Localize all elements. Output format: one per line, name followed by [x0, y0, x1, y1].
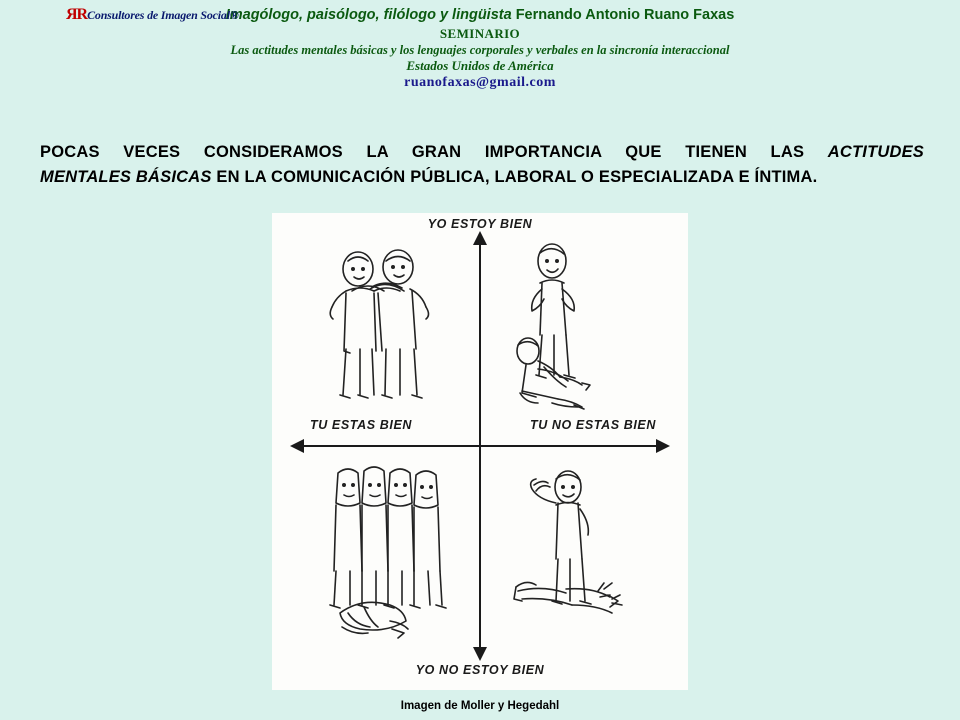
sketch-standing-over-kneeling-person [504, 239, 654, 419]
logo-wordmark: Consultores de Imagen Social® [87, 8, 239, 22]
seminar-country: Estados Unidos de América [406, 58, 554, 73]
axis-label-bottom: YO NO ESTOY BIEN [415, 663, 545, 677]
quadrant-diagram [272, 213, 688, 690]
sketch-group-over-bowing-person [320, 463, 490, 643]
slide-header [0, 0, 960, 92]
figure-caption: Imagen de Moller y Hegedahl [400, 700, 560, 712]
seminar-subtitle: Las actitudes mentales básicas y los lenguajes corporales y verbales en la sincronía interaccional [230, 43, 730, 57]
statement-emphasis-a: ACTITUDES [827, 143, 924, 161]
horizontal-axis [304, 445, 656, 447]
logo-monogram-icon: ЯR [66, 6, 88, 23]
axis-label-right: TU NO ESTAS BIEN [529, 418, 656, 432]
author-roles: Imagólogo, paisólogo, filólogo y lingüista [225, 7, 512, 23]
axis-label-top: YO ESTOY BIEN [427, 217, 533, 231]
author-name: Fernando Antonio Ruano Faxas [515, 7, 735, 23]
figure-container [272, 213, 688, 693]
seminar-label: SEMINARIO [439, 26, 521, 41]
contact-email[interactable]: ruanofaxas@gmail.com [404, 75, 556, 90]
header-top-row [0, 6, 960, 26]
statement-line-1 [40, 140, 924, 165]
statement-line-2 [40, 165, 924, 190]
statement-text-a: POCAS VECES CONSIDERAMOS LA GRAN IMPORTANCIA QUE TIENEN LAS [40, 143, 828, 161]
main-statement [40, 140, 924, 190]
arrow-down-icon [473, 647, 487, 661]
arrow-left-icon [290, 439, 304, 453]
arrow-up-icon [473, 231, 487, 245]
statement-emphasis-b: MENTALES BÁSICAS [40, 168, 212, 186]
statement-text-b: EN LA COMUNICACIÓN PÚBLICA, LABORAL O ESPECIALIZADA E ÍNTIMA. [211, 168, 818, 186]
sketch-two-people-embracing [312, 245, 462, 415]
arrow-right-icon [656, 439, 670, 453]
axis-label-left: TU ESTAS BIEN [310, 418, 413, 432]
sketch-saluting-and-lying-person [512, 463, 662, 643]
brand-logo [66, 6, 239, 24]
